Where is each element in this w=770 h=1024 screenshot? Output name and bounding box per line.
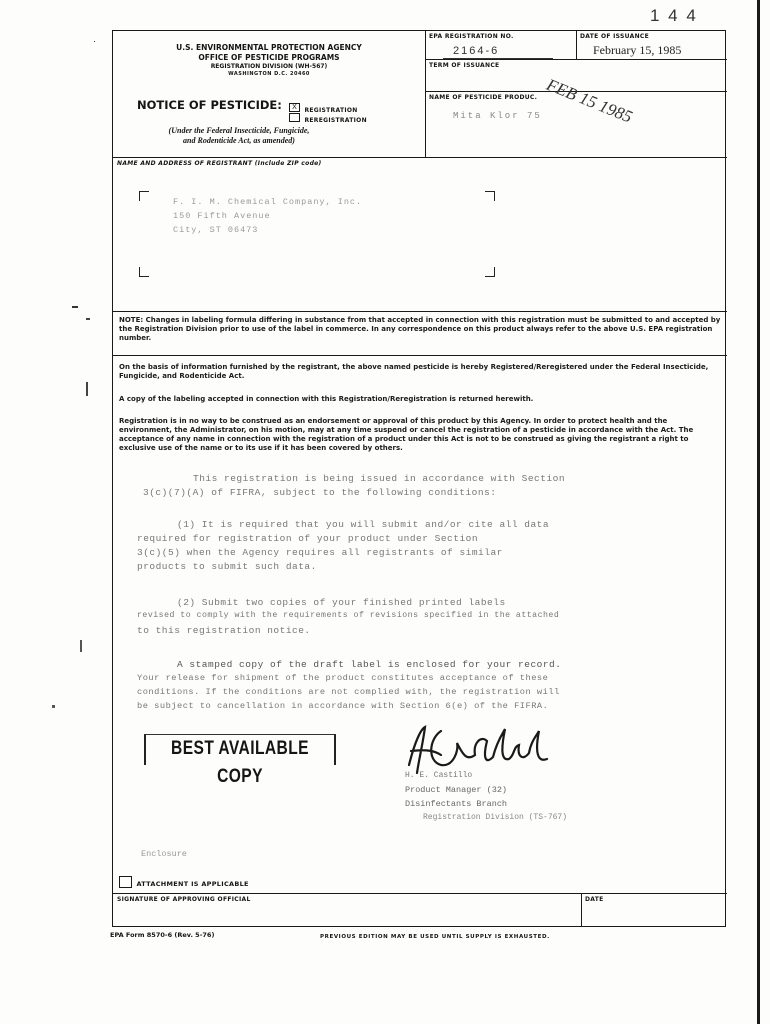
typed-line: 3(c)(7)(A) of FIFRA, subject to the following conditions: [143, 487, 497, 498]
typed-line: to this registration notice. [137, 625, 311, 636]
pesticide-notice-form [112, 30, 726, 927]
notice-title: NOTICE OF PESTICIDE: [137, 98, 282, 112]
agency-division: REGISTRATION DIVISION (WH-567) [210, 63, 328, 70]
punch-mark: · [93, 36, 96, 46]
margin-mark [86, 318, 90, 320]
registrant-line-3: City, ST 06473 [173, 225, 259, 235]
margin-mark [52, 705, 55, 708]
authority-line-2: and Rodenticide Act, as amended) [183, 136, 295, 145]
typed-line: required for registration of your product under Section [137, 533, 479, 544]
address-corner-tl [139, 191, 149, 201]
attachment-option[interactable] [119, 873, 249, 891]
page-edge [757, 0, 760, 1024]
typed-line: (2) Submit two copies of your finished printed labels [177, 597, 506, 608]
signatory-division: Registration Division (TS-767) [423, 813, 568, 822]
typed-line: revised to comply with the requirements of revisions specified in the attached [137, 611, 560, 620]
agency-office: OFFICE OF PESTICIDE PROGRAMS [198, 53, 340, 62]
date-label: DATE OF ISSUANCE [580, 33, 649, 40]
signatory-name: H. E. Castillo [405, 771, 473, 780]
attachment-label: ATTACHMENT IS APPLICABLE [136, 880, 249, 888]
address-corner-br [485, 267, 495, 277]
reregistration-label: REREGISTRATION [304, 117, 367, 124]
labeling-note: NOTE: Changes in labeling formula differing in substance from that accepted in connection with this registration must be submitted to and accepted by the Registration Division prior to use of the label in commerce. In any correspondence on this product always refer to the above U.S. EPA registration number. [119, 316, 721, 342]
copy-statement: A copy of the labeling accepted in connection with this Registration/Reregistration is returned herewith. [119, 395, 534, 403]
typed-line: products to submit such data. [137, 561, 317, 572]
reg-no-value: 2164-6 [453, 45, 500, 57]
typed-line: conditions. If the conditions are not complied with, the registration will [137, 687, 560, 697]
typed-line: 3(c)(5) when the Agency requires all registrants of similar [137, 547, 503, 558]
term-label: TERM OF ISSUANCE [429, 62, 500, 69]
page-number-mark: 1 4 4 [650, 6, 698, 25]
typed-line: (1) It is required that you will submit and/or cite all data [177, 519, 550, 530]
registrant-label: NAME AND ADDRESS OF REGISTRANT (Include ZIP code) [117, 160, 322, 167]
form-number: EPA Form 8570-6 (Rev. 5-76) [110, 931, 215, 939]
reregistration-checkbox[interactable] [289, 113, 300, 122]
agency-name: U.S. ENVIRONMENTAL PROTECTION AGENCY [176, 43, 362, 52]
agency-city: WASHINGTON D.C. 20460 [228, 71, 310, 77]
signatory-branch: Disinfectants Branch [405, 799, 508, 809]
margin-mark [72, 306, 78, 308]
date-value: February 15, 1985 [593, 43, 682, 57]
previous-edition-notice: PREVIOUS EDITION MAY BE USED UNTIL SUPPLY IS EXHAUSTED. [320, 934, 550, 940]
approving-signature-label: SIGNATURE OF APPROVING OFFICIAL [117, 896, 251, 903]
typed-line: Your release for shipment of the product constitutes acceptance of these [137, 673, 549, 683]
address-corner-tr [485, 191, 495, 201]
option-reregistration[interactable] [289, 109, 367, 127]
signatory-title: Product Manager (32) [405, 785, 508, 795]
registrant-line-1: F. I. M. Chemical Company, Inc. [173, 197, 363, 207]
address-corner-bl [139, 267, 149, 277]
best-available-copy-text: BEST AVAILABLE COPY [171, 738, 309, 787]
best-available-copy-stamp [144, 734, 336, 787]
typed-line: A stamped copy of the draft label is enclosed for your record. [177, 659, 562, 670]
margin-mark [86, 382, 88, 396]
attachment-checkbox[interactable] [119, 876, 132, 888]
product-value: Mita Klor 75 [453, 111, 542, 121]
authority-line-1: (Under the Federal Insecticide, Fungicide, [168, 126, 310, 135]
registration-checkbox[interactable]: X [289, 103, 300, 112]
typed-line: This registration is being issued in accordance with Section [193, 473, 566, 484]
disclaimer: Registration is in no way to be construed as an endorsement or approval of this product by this Agency. In order to protect health and the environment, the Administrator, on his motion, may at any time suspend or cancel the registration of a pesticide in accordance with the Act. The acceptance of any name in connection with the registration of a product under this Act is not to be construed as giving the registrant a right to exclusive use of the name or to its use if it has been covered by others. [119, 417, 694, 452]
enclosure-note: Enclosure [141, 849, 187, 859]
registration-label: REGISTRATION [304, 107, 358, 114]
margin-mark [80, 640, 82, 652]
approving-date-label: DATE [585, 896, 604, 903]
received-date-stamp: FEB 15 1985 [543, 75, 636, 127]
typed-line: be subject to cancellation in accordance with Section 6(e) of the FIFRA. [137, 701, 549, 711]
product-label: NAME OF PESTICIDE PRODUC. [429, 94, 538, 101]
basis-statement: On the basis of information furnished by the registrant, the above named pesticide is hereby Registered/Reregistered under the Federal Insecticide, Fungicide, and Rodenticide Act. [119, 363, 709, 380]
reg-no-label: EPA REGISTRATION NO. [429, 33, 514, 40]
registrant-line-2: 150 Fifth Avenue [173, 211, 271, 221]
reg-no-underline [443, 58, 553, 59]
